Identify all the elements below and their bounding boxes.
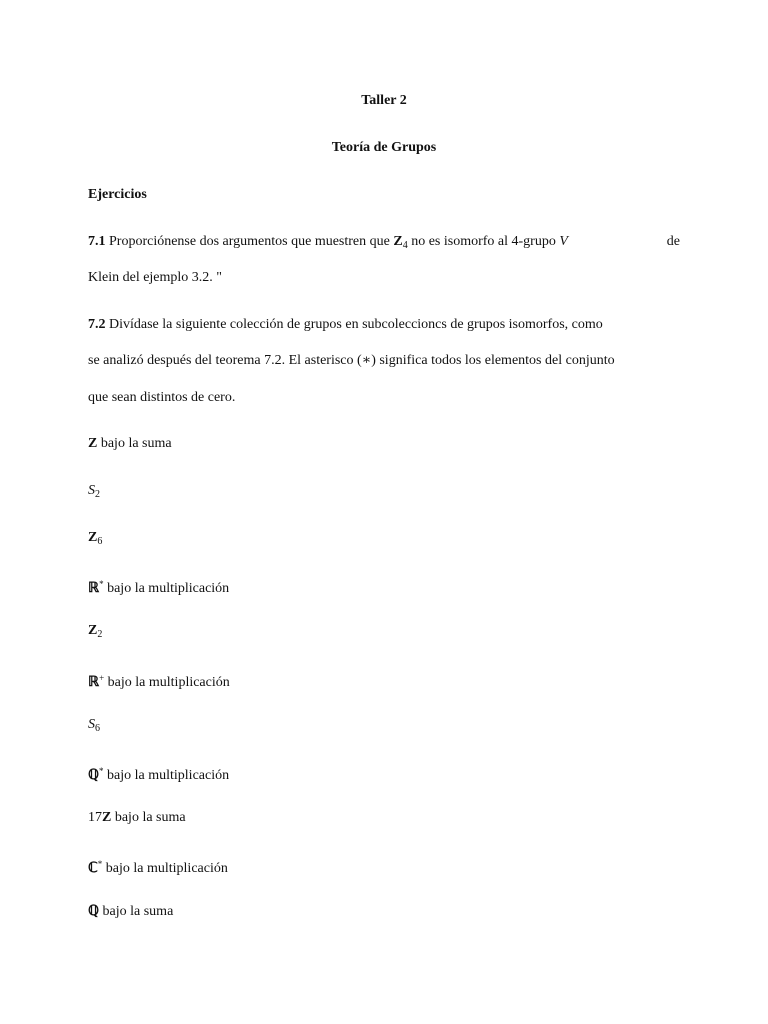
document-title: Taller 2 [361, 93, 407, 108]
exercise-text: significa todos los elementos del conjunto [379, 353, 615, 368]
group-subscript: 4 [402, 240, 408, 251]
group-list-item [88, 482, 100, 504]
group-description: bajo la multiplicación [104, 675, 230, 690]
exercise-text: de [666, 234, 680, 249]
group-symbol: Z [88, 530, 98, 545]
group-list-item [88, 669, 230, 692]
group-symbol: Z [393, 234, 403, 249]
group-superscript: * [97, 859, 103, 869]
group-description: bajo la suma [99, 904, 174, 919]
group-description: bajo la suma [111, 810, 186, 825]
group-description: bajo la multiplicación [103, 581, 230, 596]
group-subscript: 2 [97, 629, 103, 640]
exercise-number: 7.2 [88, 317, 106, 332]
group-superscript: + [99, 673, 105, 683]
exercise-text: no es isomorfo al 4-grupo [411, 234, 556, 249]
group-subscript: 2 [95, 489, 100, 500]
group-list-item [88, 903, 173, 921]
group-symbol: Z [102, 810, 112, 825]
group-superscript: * [99, 766, 104, 776]
group-list-item [88, 622, 102, 644]
group-description: bajo la suma [97, 436, 172, 451]
group-symbol: ℝ [88, 581, 100, 596]
group-symbol: Z [88, 436, 98, 451]
group-symbol: Z [88, 623, 98, 638]
group-subscript: 6 [95, 723, 100, 734]
exercise-number: 7.1 [88, 234, 106, 249]
group-symbol: ℚ [88, 768, 100, 783]
group-symbol: S [88, 717, 95, 732]
exercise-7-1-line-2: Klein del ejemplo 3.2. " [88, 270, 223, 285]
group-symbol: ℚ [88, 904, 100, 919]
group-list-item [88, 855, 228, 878]
exercise-7-1-line-1 [88, 233, 680, 255]
group-symbol: V [559, 234, 568, 249]
section-heading: Ejercicios [88, 187, 147, 202]
group-symbol: ℂ [88, 861, 98, 876]
document-subtitle: Teoría de Grupos [331, 140, 437, 155]
group-subscript: 6 [97, 536, 103, 547]
group-list-item [88, 716, 100, 738]
group-list-item [88, 435, 172, 453]
group-description: bajo la multiplicación [102, 861, 228, 876]
group-list-item [88, 575, 229, 598]
asterisk-symbol: (∗) [357, 353, 376, 368]
group-symbol: ℝ [88, 675, 100, 690]
group-symbol: S [88, 483, 95, 498]
group-description: bajo la multiplicación [103, 768, 230, 783]
group-superscript: * [99, 579, 104, 589]
exercise-7-2-line-1 [88, 316, 680, 334]
exercise-7-2-line-3: que sean distintos de cero. [88, 390, 236, 405]
group-prefix: 17 [88, 810, 102, 825]
group-list-item [88, 529, 102, 551]
exercise-7-2-line-2 [88, 352, 615, 370]
group-list-item [88, 809, 186, 827]
exercise-text: Proporciónense dos argumentos que muestren que [109, 234, 390, 249]
exercise-text: se analizó después del teorema 7.2. El asterisco [88, 353, 354, 368]
group-list-item [88, 762, 229, 785]
exercise-text: Divídase la siguiente colección de grupos en subcoleccioncs de grupos isomorfos, como [109, 317, 603, 332]
